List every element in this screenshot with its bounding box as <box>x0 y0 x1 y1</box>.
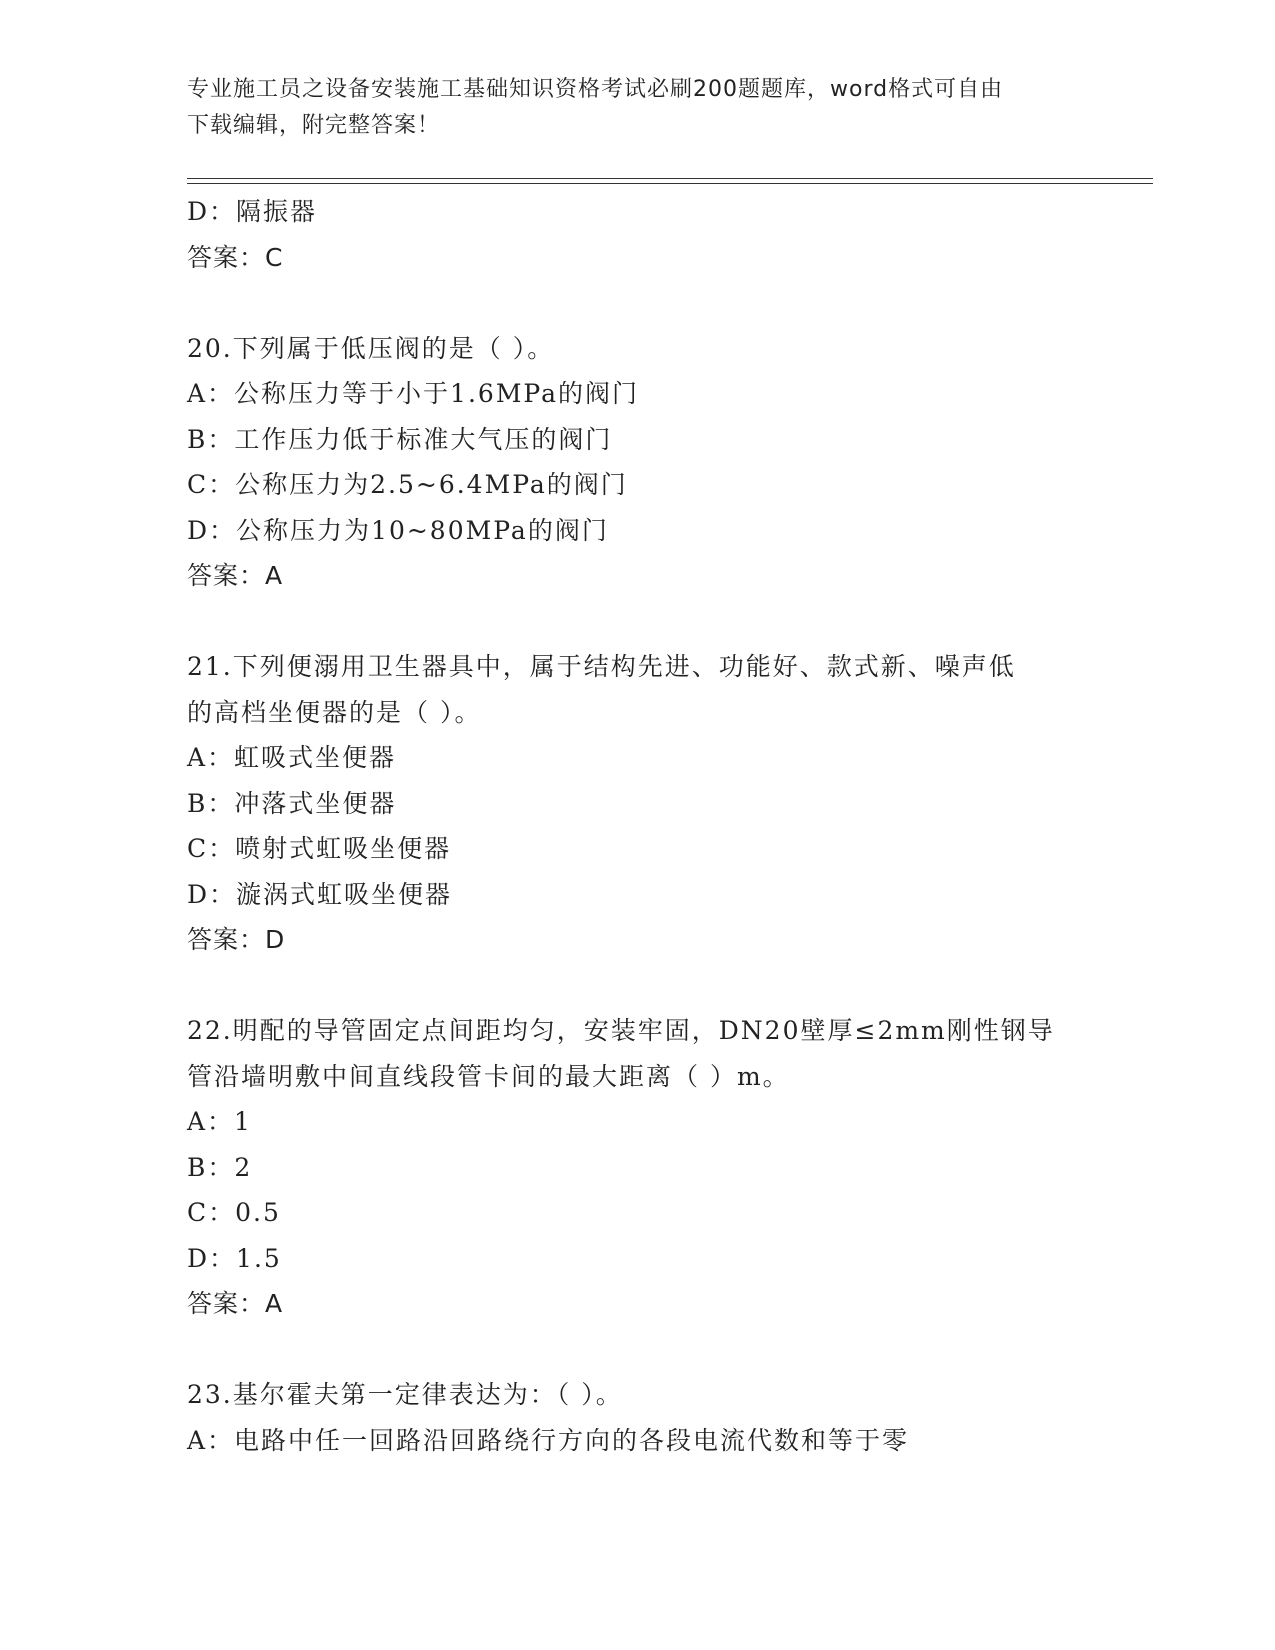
option-c: C：公称压力为2.5~6.4MPa的阀门 <box>187 470 628 499</box>
option-a: A：公称压力等于小于1.6MPa的阀门 <box>187 379 640 408</box>
answer-line: 答案：A <box>187 1289 284 1318</box>
question-stem-line-1: 22.明配的导管固定点间距均匀，安装牢固，DN20壁厚≤2mm刚性钢导 <box>187 1016 1055 1045</box>
option-d: D：隔振器 <box>187 197 318 226</box>
spacer <box>187 1327 1087 1373</box>
header-divider-bottom <box>187 183 1153 184</box>
option-d: D：公称压力为10~80MPa的阀门 <box>187 515 609 545</box>
question-20 <box>187 326 1087 599</box>
document-header <box>187 72 1067 144</box>
question-22 <box>187 1008 1087 1327</box>
option-b: B：2 <box>187 1152 253 1182</box>
question-stem: 23.基尔霍夫第一定律表达为：（ ）。 <box>187 1380 623 1409</box>
option-d: D：1.5 <box>187 1243 282 1273</box>
previous-question-tail <box>187 189 1087 280</box>
option-d: D：漩涡式虹吸坐便器 <box>187 879 453 909</box>
option-c: C：0.5 <box>187 1198 281 1227</box>
question-stem-line-2: 管沿墙明敷中间直线段管卡间的最大距离（ ）m。 <box>187 1061 790 1091</box>
answer-line: 答案：D <box>187 925 286 954</box>
option-a: A：虹吸式坐便器 <box>187 743 397 772</box>
header-divider-top <box>187 178 1153 179</box>
answer-line: 答案：C <box>187 242 284 272</box>
spacer <box>187 280 1087 326</box>
option-a: A：1 <box>187 1107 252 1136</box>
option-a: A：电路中任一回路沿回路绕行方向的各段电流代数和等于零 <box>187 1425 910 1455</box>
question-23 <box>187 1372 1087 1463</box>
header-line-2: 下载编辑，附完整答案！ <box>187 113 441 138</box>
spacer <box>187 963 1087 1009</box>
spacer <box>187 599 1087 645</box>
question-21 <box>187 644 1087 963</box>
question-stem-line-1: 21.下列便溺用卫生器具中，属于结构先进、功能好、款式新、噪声低 <box>187 652 1016 681</box>
option-b: B：冲落式坐便器 <box>187 788 397 818</box>
option-c: C：喷射式虹吸坐便器 <box>187 834 452 863</box>
question-stem: 20.下列属于低压阀的是（ ）。 <box>187 333 555 363</box>
header-line-1: 专业施工员之设备安装施工基础知识资格考试必刷200题题库，word格式可自由 <box>187 77 1004 102</box>
question-stem-line-2: 的高档坐便器的是（ ）。 <box>187 697 482 727</box>
answer-line: 答案：A <box>187 561 284 590</box>
question-content <box>187 189 1087 1463</box>
option-b: B：工作压力低于标准大气压的阀门 <box>187 424 613 454</box>
